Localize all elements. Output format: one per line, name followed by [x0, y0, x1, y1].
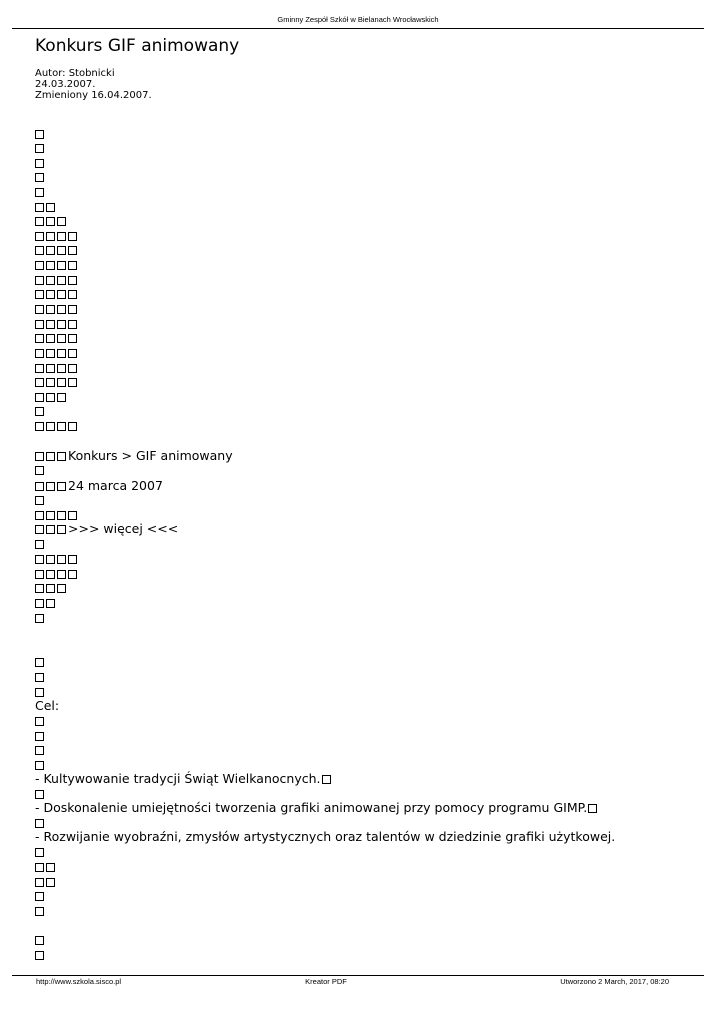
missing-glyph-box-icon: [46, 203, 55, 212]
missing-glyph-box-icon: [35, 907, 44, 916]
missing-glyph-box-icon: [46, 378, 55, 387]
missing-glyph-box-icon: [46, 305, 55, 314]
missing-glyph-box-icon: [57, 452, 66, 461]
body-line: [35, 243, 79, 257]
body-line: [35, 508, 79, 522]
footer-created-date: Utworzono 2 March, 2017, 08:20: [560, 977, 669, 986]
body-line: [35, 229, 79, 243]
missing-glyph-box-icon: [35, 570, 44, 579]
body-line: [35, 346, 79, 360]
missing-glyph-box-icon: [57, 511, 66, 520]
body-line: [35, 875, 57, 889]
missing-glyph-box-icon: [68, 349, 77, 358]
missing-glyph-box-icon: [68, 290, 77, 299]
missing-glyph-box-icon: [46, 511, 55, 520]
missing-glyph-box-icon: [35, 892, 44, 901]
missing-glyph-box-icon: [46, 246, 55, 255]
missing-glyph-box-icon: [46, 878, 55, 887]
missing-glyph-box-icon: [68, 334, 77, 343]
missing-glyph-box-icon: [35, 599, 44, 608]
missing-glyph-box-icon: [57, 570, 66, 579]
missing-glyph-box-icon: [46, 393, 55, 402]
missing-glyph-box-icon: [46, 599, 55, 608]
missing-glyph-box-icon: [35, 717, 44, 726]
missing-glyph-box-icon: [35, 203, 44, 212]
body-line: [35, 317, 79, 331]
body-line: [35, 830, 615, 844]
missing-glyph-box-icon: [57, 364, 66, 373]
missing-glyph-box-icon: [35, 936, 44, 945]
body-line: [35, 743, 46, 757]
body-line: [35, 156, 46, 170]
body-line: [35, 258, 79, 272]
missing-glyph-box-icon: [35, 452, 44, 461]
body-line: [35, 419, 79, 433]
missing-glyph-box-icon: [57, 320, 66, 329]
missing-glyph-box-icon: [46, 863, 55, 872]
missing-glyph-box-icon: [35, 232, 44, 241]
body-line: [35, 801, 599, 815]
body-line: [35, 404, 46, 418]
article-modified-date: Zmieniony 16.04.2007.: [35, 90, 152, 101]
body-line: [35, 758, 46, 772]
missing-glyph-box-icon: [35, 951, 44, 960]
missing-glyph-box-icon: [68, 305, 77, 314]
body-line: [35, 390, 68, 404]
missing-glyph-box-icon: [57, 525, 66, 534]
body-line-text: - Kultywowanie tradycji Świąt Wielkanocnych.: [35, 771, 321, 786]
missing-glyph-box-icon: [46, 525, 55, 534]
missing-glyph-box-icon: [57, 305, 66, 314]
body-line-text: Cel:: [35, 698, 60, 713]
missing-glyph-box-icon: [35, 878, 44, 887]
body-line: [35, 596, 57, 610]
body-line: [35, 889, 46, 903]
article-author: Autor: Stobnicki: [35, 68, 115, 79]
missing-glyph-box-icon: [46, 232, 55, 241]
missing-glyph-box-icon: [35, 688, 44, 697]
missing-glyph-box-icon: [35, 364, 44, 373]
missing-glyph-box-icon: [57, 555, 66, 564]
missing-glyph-box-icon: [57, 393, 66, 402]
missing-glyph-box-icon: [35, 407, 44, 416]
body-line: [35, 670, 46, 684]
body-line: [35, 729, 46, 743]
missing-glyph-box-icon: [57, 276, 66, 285]
missing-glyph-box-icon: [46, 217, 55, 226]
header-divider: [12, 28, 704, 29]
missing-glyph-box-icon: [68, 378, 77, 387]
body-line: [35, 522, 178, 536]
missing-glyph-box-icon: [35, 276, 44, 285]
missing-glyph-box-icon: [57, 232, 66, 241]
missing-glyph-box-icon: [57, 246, 66, 255]
missing-glyph-box-icon: [35, 159, 44, 168]
missing-glyph-box-icon: [35, 305, 44, 314]
missing-glyph-box-icon: [57, 349, 66, 358]
missing-glyph-box-icon: [46, 584, 55, 593]
body-line: [35, 493, 46, 507]
body-line: [35, 185, 46, 199]
missing-glyph-box-icon: [35, 378, 44, 387]
missing-glyph-box-icon: [35, 217, 44, 226]
missing-glyph-box-icon: [57, 378, 66, 387]
missing-glyph-box-icon: [35, 790, 44, 799]
missing-glyph-box-icon: [46, 570, 55, 579]
body-line: [35, 611, 46, 625]
missing-glyph-box-icon: [35, 290, 44, 299]
missing-glyph-box-icon: [35, 466, 44, 475]
missing-glyph-box-icon: [46, 555, 55, 564]
body-line: [35, 816, 46, 830]
body-line: [35, 655, 46, 669]
missing-glyph-box-icon: [57, 261, 66, 270]
body-line: [35, 787, 46, 801]
body-line-text: 24 marca 2007: [68, 478, 163, 493]
missing-glyph-box-icon: [35, 584, 44, 593]
page-header: Gminny Zespół Szkół w Bielanach Wrocławskich: [277, 15, 439, 24]
missing-glyph-box-icon: [35, 555, 44, 564]
missing-glyph-box-icon: [35, 334, 44, 343]
body-line: [35, 449, 233, 463]
body-line: [35, 375, 79, 389]
body-line-text: - Rozwijanie wyobraźni, zmysłów artystycznych oraz talentów w dziedzinie grafiki użytkowej.: [35, 829, 616, 844]
missing-glyph-box-icon: [46, 482, 55, 491]
body-line: [35, 302, 79, 316]
body-line: [35, 567, 79, 581]
missing-glyph-box-icon: [35, 144, 44, 153]
body-line: [35, 361, 79, 375]
body-line: [35, 463, 46, 477]
missing-glyph-box-icon: [68, 570, 77, 579]
footer-generator: Kreator PDF: [305, 977, 347, 986]
missing-glyph-box-icon: [35, 173, 44, 182]
body-line: [35, 287, 79, 301]
missing-glyph-box-icon: [46, 364, 55, 373]
missing-glyph-box-icon: [588, 804, 597, 813]
missing-glyph-box-icon: [68, 320, 77, 329]
missing-glyph-box-icon: [322, 775, 331, 784]
body-line: [35, 479, 163, 493]
missing-glyph-box-icon: [35, 422, 44, 431]
article-created-date: 24.03.2007.: [35, 79, 96, 90]
missing-glyph-box-icon: [46, 276, 55, 285]
body-line-text: >>> więcej <<<: [68, 521, 179, 536]
missing-glyph-box-icon: [68, 555, 77, 564]
missing-glyph-box-icon: [35, 525, 44, 534]
missing-glyph-box-icon: [35, 320, 44, 329]
missing-glyph-box-icon: [46, 422, 55, 431]
missing-glyph-box-icon: [35, 848, 44, 857]
missing-glyph-box-icon: [57, 482, 66, 491]
missing-glyph-box-icon: [57, 334, 66, 343]
missing-glyph-box-icon: [35, 819, 44, 828]
body-line: [35, 273, 79, 287]
body-line: [35, 933, 46, 947]
missing-glyph-box-icon: [35, 658, 44, 667]
missing-glyph-box-icon: [46, 320, 55, 329]
body-line: [35, 331, 79, 345]
missing-glyph-box-icon: [35, 732, 44, 741]
missing-glyph-box-icon: [68, 364, 77, 373]
missing-glyph-box-icon: [35, 349, 44, 358]
body-line: [35, 699, 59, 713]
missing-glyph-box-icon: [35, 261, 44, 270]
missing-glyph-box-icon: [35, 540, 44, 549]
missing-glyph-box-icon: [68, 511, 77, 520]
missing-glyph-box-icon: [35, 496, 44, 505]
missing-glyph-box-icon: [46, 349, 55, 358]
missing-glyph-box-icon: [35, 614, 44, 623]
body-line: [35, 537, 46, 551]
missing-glyph-box-icon: [68, 276, 77, 285]
missing-glyph-box-icon: [68, 246, 77, 255]
footer-divider: [12, 975, 704, 976]
body-line: [35, 860, 57, 874]
footer-url-link[interactable]: http://www.szkola.sisco.pl: [36, 977, 122, 986]
missing-glyph-box-icon: [68, 422, 77, 431]
missing-glyph-box-icon: [57, 217, 66, 226]
missing-glyph-box-icon: [35, 863, 44, 872]
body-line: [35, 904, 46, 918]
body-line: [35, 170, 46, 184]
missing-glyph-box-icon: [46, 290, 55, 299]
body-line: [35, 685, 46, 699]
missing-glyph-box-icon: [57, 422, 66, 431]
missing-glyph-box-icon: [46, 334, 55, 343]
missing-glyph-box-icon: [35, 393, 44, 402]
missing-glyph-box-icon: [57, 290, 66, 299]
missing-glyph-box-icon: [57, 584, 66, 593]
missing-glyph-box-icon: [68, 232, 77, 241]
body-line: [35, 141, 46, 155]
body-line: [35, 948, 46, 962]
missing-glyph-box-icon: [35, 482, 44, 491]
missing-glyph-box-icon: [46, 452, 55, 461]
missing-glyph-box-icon: [46, 261, 55, 270]
body-line: [35, 772, 333, 786]
body-line: [35, 714, 46, 728]
missing-glyph-box-icon: [35, 246, 44, 255]
missing-glyph-box-icon: [35, 130, 44, 139]
body-line: [35, 200, 57, 214]
missing-glyph-box-icon: [35, 188, 44, 197]
body-line: [35, 581, 68, 595]
missing-glyph-box-icon: [35, 761, 44, 770]
body-line-text: - Doskonalenie umiejętności tworzenia grafiki animowanej przy pomocy programu GIMP.: [35, 800, 588, 815]
article-title: Konkurs GIF animowany: [35, 36, 240, 56]
missing-glyph-box-icon: [35, 511, 44, 520]
body-line: [35, 214, 68, 228]
body-line-text: Konkurs > GIF animowany: [68, 448, 233, 463]
missing-glyph-box-icon: [35, 673, 44, 682]
missing-glyph-box-icon: [68, 261, 77, 270]
body-line: [35, 552, 79, 566]
body-line: [35, 845, 46, 859]
missing-glyph-box-icon: [35, 746, 44, 755]
body-line: [35, 127, 46, 141]
